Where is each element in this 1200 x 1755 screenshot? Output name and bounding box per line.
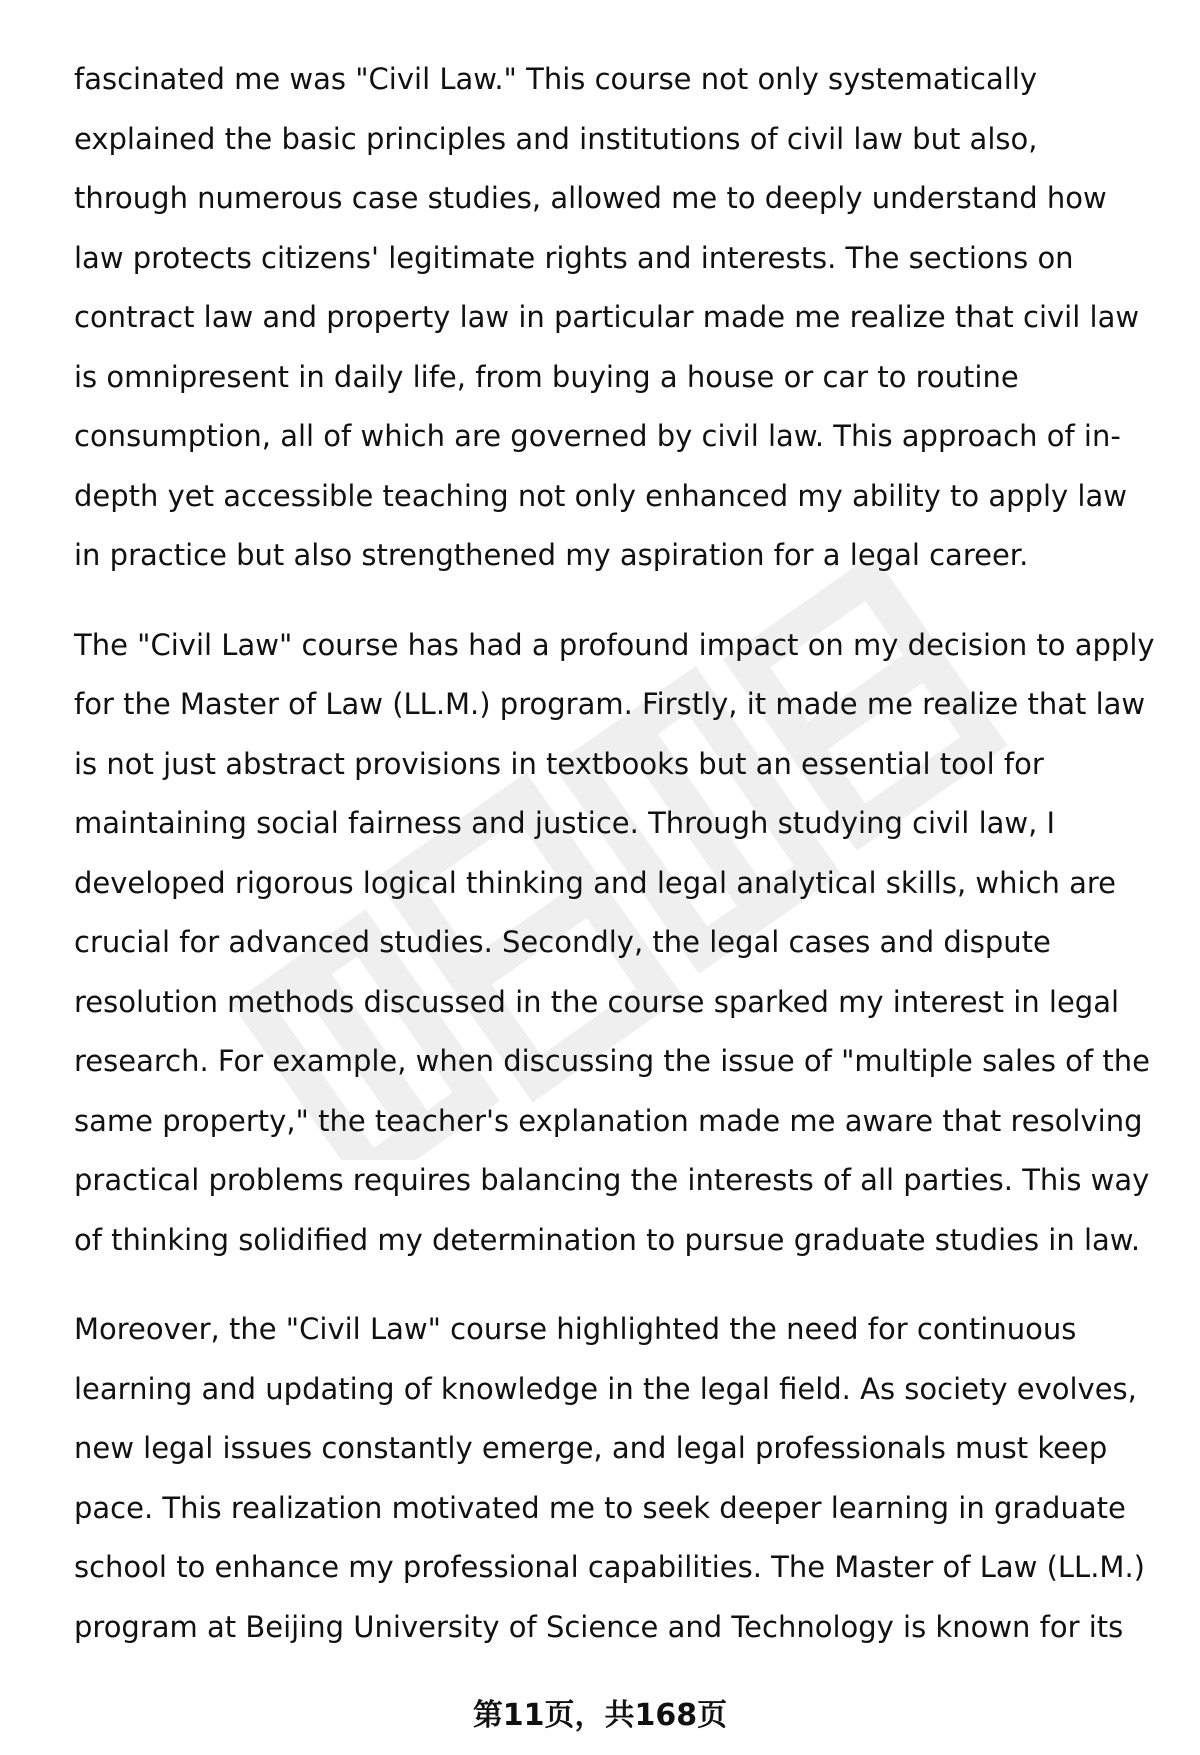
- paragraph-impact-on-application: The "Civil Law" course has had a profound impact on my decision to apply for the Master of Law (LL.M.) program. Firstly, it made me realize that law is not just abstract provisions in textbooks but an essential tool for maintaining social fairness and justice. Through studying civil law, I developed rigorous logical thinking and legal analytical skills, which are crucial for advanced studies. Secondly, the legal cases and dispute resolution methods discussed in the course sparked my interest in legal research. For example, when discussing the issue of "multiple sales of the same property," the teacher's explanation made me aware that resolving practical problems requires balancing the interests of all parties. This way of thinking solidified my determination to pursue graduate studies in law.: [74, 627, 1155, 1257]
- paragraph-continuous-learning: Moreover, the "Civil Law" course highlighted the need for continuous learning and updating of knowledge in the legal field. As society evolves, new legal issues constantly emerge, and legal professionals must keep pace. This realization motivated me to seek deeper learning in graduate school to enhance my professional capabilities. The Master of Law (LL.M.) program at Beijing University of Science and Technology is known for its: [74, 1312, 1145, 1644]
- paragraph-civil-law-course: fascinated me was "Civil Law." This course not only systematically explained the basic principles and institutions of civil law but also, through numerous case studies, allowed me to deeply understand how law protects citizens' legitimate rights and interests. The sections on contract law and property law in particular made me realize that civil law is omnipresent in daily life, from buying a house or car to routine consumption, all of which are governed by civil law. This approach of in-depth yet accessible teaching not only enhanced my ability to apply law in practice but also strengthened my aspiration for a legal career.: [74, 62, 1140, 572]
- page-number-footer: 第11页，共168页: [472, 1698, 728, 1733]
- document-body: [74, 50, 1160, 1657]
